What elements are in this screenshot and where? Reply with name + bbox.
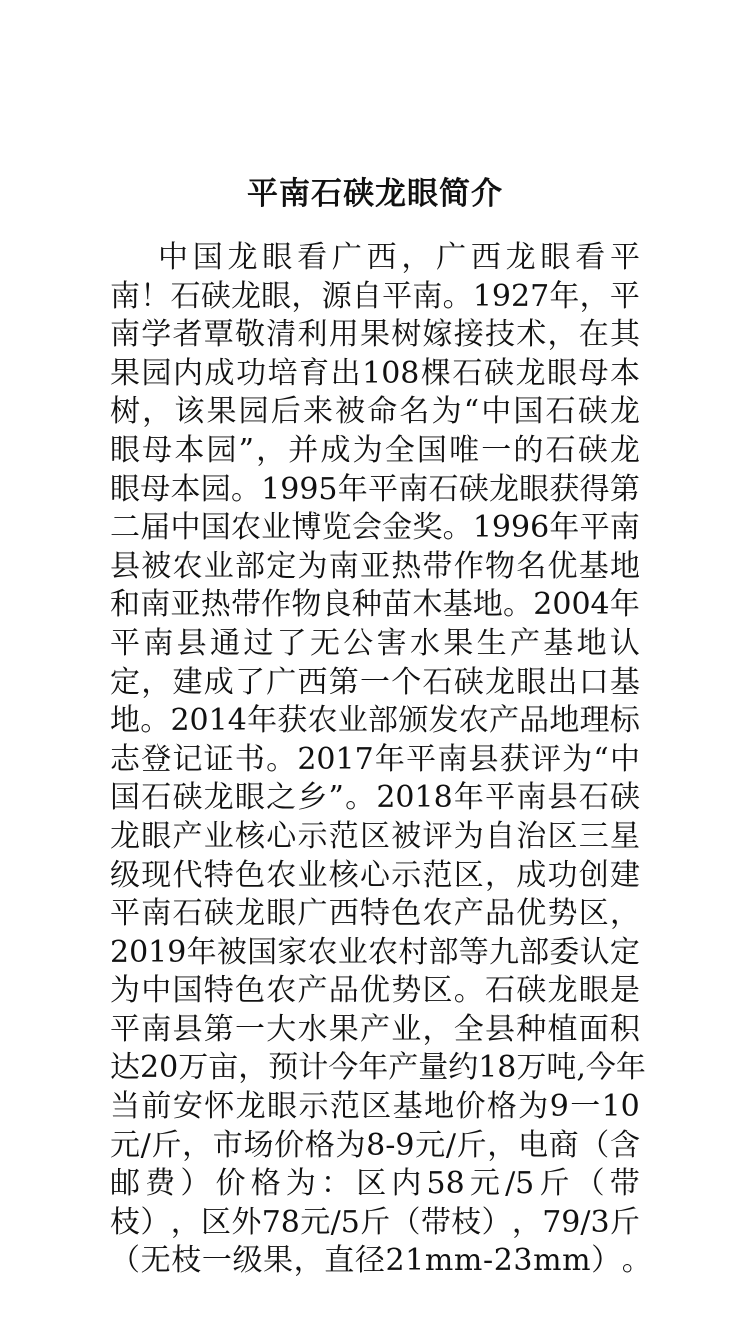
body-line: 国 石 硖 龙 眼 之 乡 ” 。 2018 年 平 南 县 石 硖 bbox=[110, 780, 640, 816]
document-title: 平南石硖龙眼简介 bbox=[247, 176, 503, 212]
body-line: 树 ， 该 果 园 后 来 被 命 名 为 “ 中 国 石 硖 龙 bbox=[110, 394, 640, 430]
body-line: 级 现 代 特 色 农 业 核 心 示 范 区 ， 成 功 创 建 bbox=[110, 857, 640, 893]
body-line: 眼 母 本 园 。 1995 年 平 南 石 硖 龙 眼 获 得 第 bbox=[110, 471, 640, 507]
body-line: 地 。 2014 年 获 农 业 部 颁 发 农 产 品 地 理 标 bbox=[110, 703, 640, 739]
body-line: 果 园 内 成 功 培 育 出 108 棵 石 硖 龙 眼 母 本 bbox=[110, 355, 640, 391]
body-line: 眼 母 本 园 ” ， 并 成 为 全 国 唯 一 的 石 硖 龙 bbox=[110, 432, 640, 468]
body-line: 平 南 县 通 过 了 无 公 害 水 果 生 产 基 地 认 bbox=[110, 625, 640, 661]
document-body bbox=[110, 239, 653, 1281]
body-line: 为 中 国 特 色 农 产 品 优 势 区 。 石 硖 龙 眼 是 bbox=[110, 973, 640, 1009]
body-line: 定 ， 建 成 了 广 西 第 一 个 石 硖 龙 眼 出 口 基 bbox=[110, 664, 640, 700]
body-line: 县 被 农 业 部 定 为 南 亚 热 带 作 物 名 优 基 地 bbox=[110, 548, 640, 584]
body-line: 枝 ） ， 区 外 78 元 /5 斤 （ 带 枝 ） ， 79/3 斤 bbox=[110, 1204, 640, 1240]
body-line: 中 国 龙 眼 看 广 西 ， 广 西 龙 眼 看 平 bbox=[158, 240, 640, 275]
body-line: 达 20 万 亩 ， 预 计 今 年 产 量 约 18 万 吨 , 今 年 bbox=[110, 1050, 646, 1086]
body-line: 和 南 亚 热 带 作 物 良 种 苗 木 基 地 。 2004 年 bbox=[110, 587, 640, 623]
body-line: 当 前 安 怀 龙 眼 示 范 区 基 地 价 格 为 9 一 10 bbox=[110, 1089, 640, 1125]
body-line: 龙 眼 产 业 核 心 示 范 区 被 评 为 自 治 区 三 星 bbox=[110, 818, 640, 854]
body-line: 南 学 者 覃 敬 清 利 用 果 树 嫁 接 技 术 ， 在 其 bbox=[110, 317, 640, 353]
body-line: 2019 年 被 国 家 农 业 农 村 部 等 九 部 委 认 定 bbox=[110, 934, 640, 970]
body-line: 志 登 记 证 书 。 2017 年 平 南 县 获 评 为 “ 中 bbox=[110, 741, 640, 777]
body-line: 二 届 中 国 农 业 博 览 会 金 奖 。 1996 年 平 南 bbox=[110, 510, 640, 546]
body-line: 南 ！ 石 硖 龙 眼 ， 源 自 平 南 。 1927 年 ， 平 bbox=[110, 278, 640, 314]
body-line: 平 南 石 硖 龙 眼 广 西 特 色 农 产 品 优 势 区 ， bbox=[110, 896, 640, 932]
body-line: 邮 费 ） 价 格 为 ： 区 内 58 元 /5 斤 （ 带 bbox=[110, 1166, 640, 1202]
body-line: 元 / 斤 ， 市 场 价 格 为 8-9 元 / 斤 ， 电 商 （ 含 bbox=[110, 1127, 640, 1163]
body-line: 平 南 县 第 一 大 水 果 产 业 ， 全 县 种 植 面 积 bbox=[110, 1011, 640, 1047]
body-line: （ 无 枝 一 级 果 ， 直 径 21mm-23mm ） 。 bbox=[110, 1243, 653, 1279]
